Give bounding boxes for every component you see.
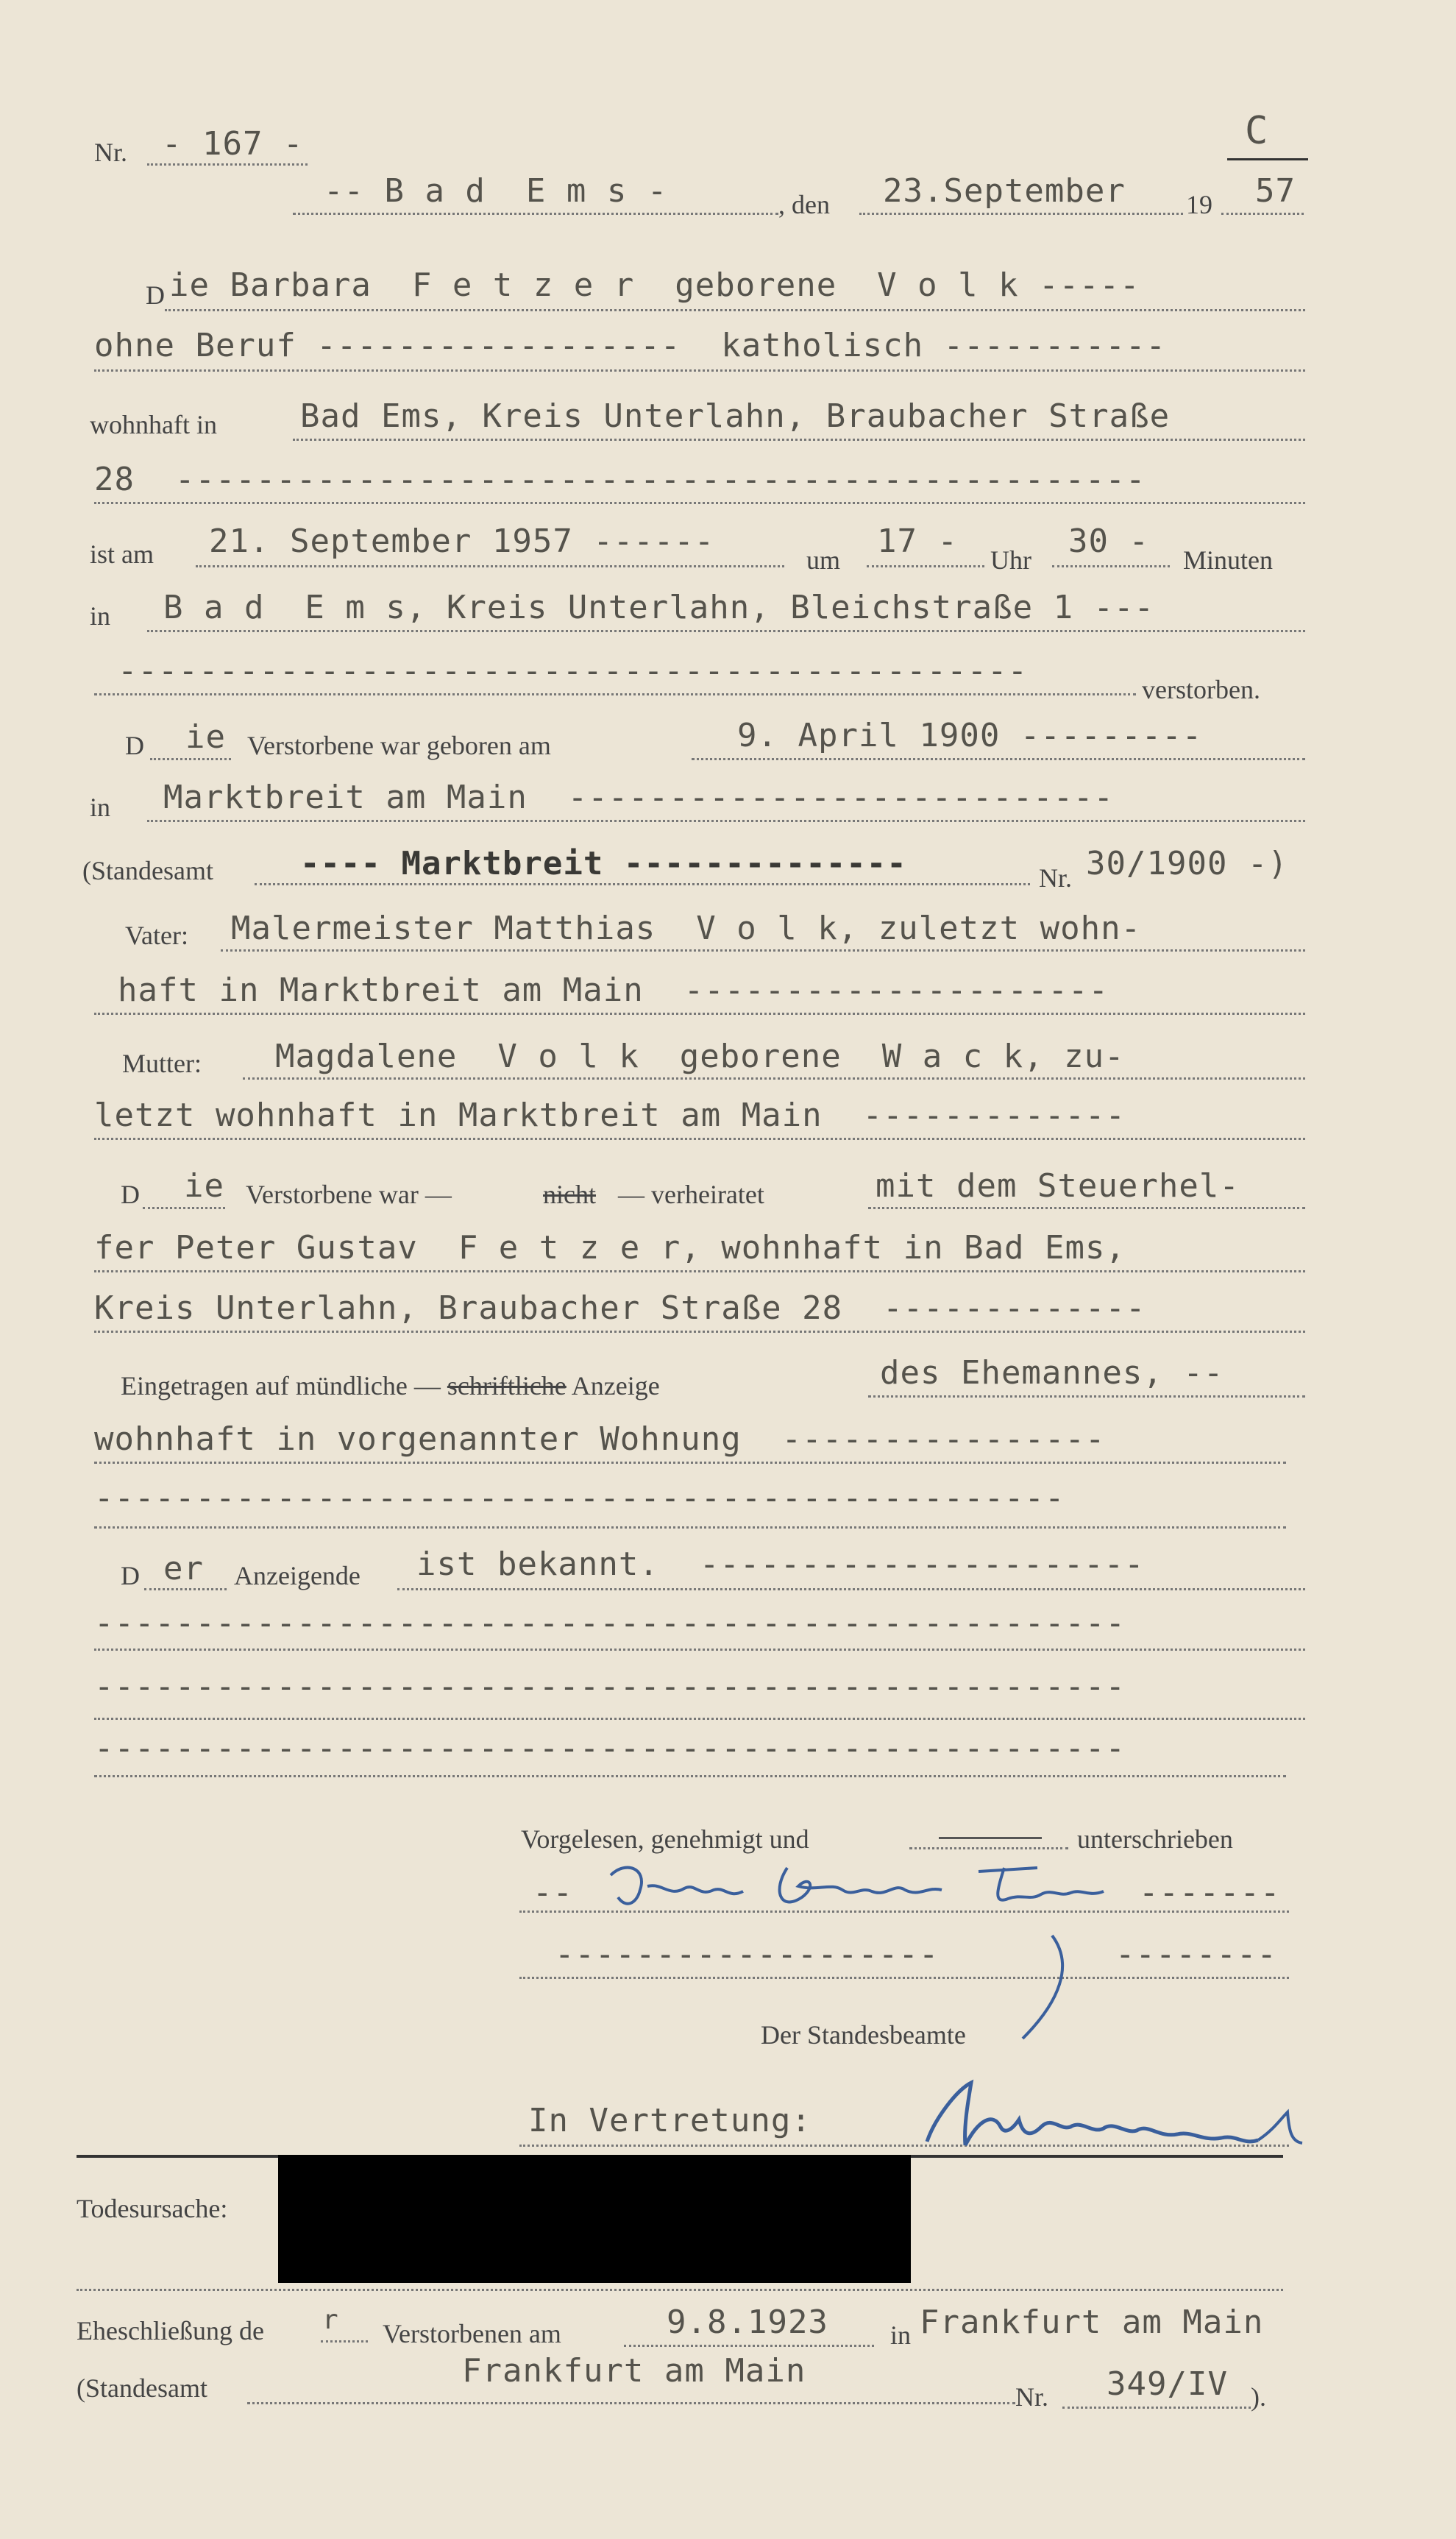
birth-label: Verstorbene war geboren am xyxy=(247,731,551,760)
spouse-line-2: fer Peter Gustav F e t z e r, wohnhaft in Bad Ems, xyxy=(94,1229,1126,1267)
standesamt-label: (Standesamt xyxy=(82,856,213,885)
death-place-1: B a d E m s, Kreis Unterlahn, Bleichstraße 1 --- xyxy=(163,589,1155,626)
dotted-line xyxy=(94,502,1305,504)
death-place-label: in xyxy=(90,601,111,631)
verstorben-label: verstorben. xyxy=(1142,675,1260,704)
dotted-line xyxy=(624,2345,874,2347)
dotted-line xyxy=(321,2340,368,2343)
marital-label-a: Verstorbene war — xyxy=(246,1180,452,1209)
struck-word-schriftliche: schriftliche xyxy=(447,1371,567,1400)
dotted-line xyxy=(1062,2407,1251,2409)
dotted-line xyxy=(144,1588,227,1590)
dotted-line xyxy=(94,1526,1286,1529)
dotted-line xyxy=(196,565,784,567)
redacted-cause-of-death xyxy=(278,2155,911,2283)
dotted-line xyxy=(94,1718,1305,1720)
wedding-record-number: 349/IV xyxy=(1107,2365,1228,2403)
mother-line-2: letzt wohnhaft in Marktbreit am Main ------------- xyxy=(94,1097,1126,1134)
d-prefix: D xyxy=(125,731,144,760)
dotted-line xyxy=(867,565,984,567)
registry-date: 23.September xyxy=(883,172,1126,210)
residence-line-1: Bad Ems, Kreis Unterlahn, Braubacher Straße xyxy=(300,397,1171,435)
d-prefix: D xyxy=(146,280,165,310)
dotted-line xyxy=(519,1977,1289,1979)
wedding-registry: Frankfurt am Main xyxy=(462,2352,806,2390)
signature-stroke xyxy=(1008,1928,1104,2046)
d-prefix: D xyxy=(121,1180,140,1209)
father-line-1: Malermeister Matthias V o l k, zuletzt wohn- xyxy=(231,910,1142,947)
dotted-line xyxy=(1052,565,1170,567)
wedding-in-label: in xyxy=(890,2320,912,2350)
birth-record-number: 30/1900 -) xyxy=(1086,845,1288,882)
residence-line-2: 28 ------------------------------------------------ xyxy=(94,461,1146,498)
dotted-line xyxy=(143,1207,225,1209)
dotted-line xyxy=(94,1013,1305,1015)
birth-date: 9. April 1900 --------- xyxy=(737,717,1203,754)
uhr-label: Uhr xyxy=(990,545,1031,575)
nr-label: Nr. xyxy=(94,138,127,167)
death-hour: 17 - xyxy=(877,523,958,560)
reporter-line-2: wohnhaft in vorgenannter Wohnung ---------------- xyxy=(94,1420,1106,1458)
dotted-line xyxy=(94,693,1136,695)
sig-dash: ------- xyxy=(1139,1874,1281,1911)
dotted-line xyxy=(147,630,1305,632)
gender-suffix: ie xyxy=(184,1167,224,1205)
reporter-label: Anzeigende xyxy=(234,1561,361,1590)
dotted-line xyxy=(150,758,231,760)
dotted-line xyxy=(94,1649,1305,1651)
filler-line: --------------------------------------------------- xyxy=(94,1729,1126,1767)
gender-suffix: er xyxy=(163,1550,204,1587)
reporter-signature xyxy=(596,1846,1111,1927)
form-letter: C xyxy=(1245,109,1269,153)
dotted-line xyxy=(94,1270,1305,1272)
wedding-standesamt-label: (Standesamt xyxy=(77,2373,207,2403)
read-approved-label: Vorgelesen, genehmigt und xyxy=(521,1824,809,1854)
dotted-line xyxy=(94,1462,1286,1464)
sig-dash: ------------------- xyxy=(555,1936,940,1973)
birth-nr-label: Nr. xyxy=(1039,863,1072,893)
dotted-line xyxy=(859,213,1183,215)
dotted-line xyxy=(293,213,778,215)
dotted-line xyxy=(94,1138,1305,1140)
d-prefix: D xyxy=(121,1561,140,1590)
spouse-line-3: Kreis Unterlahn, Braubacher Straße 28 ------------- xyxy=(94,1289,1146,1327)
den-label: , den xyxy=(778,190,830,219)
dotted-line xyxy=(868,1395,1305,1398)
reporter-line-1: des Ehemannes, -- xyxy=(880,1354,1224,1392)
struck-word-nicht: nicht xyxy=(543,1180,596,1209)
sig-dash: -- xyxy=(533,1874,573,1911)
birth-place-label: in xyxy=(90,793,111,822)
death-date: 21. September 1957 ------ xyxy=(209,523,715,560)
wedding-nr-label: Nr. xyxy=(1015,2382,1048,2412)
closing-paren: ). xyxy=(1251,2382,1266,2412)
filler-line: --------------------------------------------------- xyxy=(94,1604,1126,1642)
report-label-a: Eingetragen auf mündliche — xyxy=(121,1371,447,1400)
dotted-line xyxy=(94,1775,1286,1777)
um-label: um xyxy=(806,545,841,575)
mother-line-1: Magdalene V o l k geborene W a c k, zu- xyxy=(275,1038,1125,1075)
dotted-line xyxy=(243,1077,1305,1080)
year-prefix: 19 xyxy=(1186,190,1212,219)
wedding-label-a: Eheschließung de xyxy=(77,2316,264,2345)
sig-dash: -------- xyxy=(1115,1936,1277,1973)
struck-field xyxy=(939,1837,1042,1839)
spouse-line-1: mit dem Steuerhel- xyxy=(876,1167,1240,1205)
wedding-date: 9.8.1923 xyxy=(667,2303,828,2341)
birth-place: Marktbreit am Main --------------------------- xyxy=(163,779,1115,816)
occupation-religion: ohne Beruf ------------------ katholisch ----------- xyxy=(94,327,1166,364)
residence-label: wohnhaft in xyxy=(90,410,217,439)
gender-suffix: r xyxy=(322,2305,339,2335)
registrar-label: Der Standesbeamte xyxy=(761,2020,966,2050)
marital-label-b: — verheiratet xyxy=(618,1180,764,1209)
wedding-label-b: Verstorbenen am xyxy=(383,2319,561,2348)
signed-label: unterschrieben xyxy=(1077,1824,1233,1854)
cause-of-death-label: Todesursache: xyxy=(77,2194,228,2223)
dotted-line xyxy=(692,758,1305,760)
dotted-line xyxy=(77,2289,1283,2291)
birth-registry: ---- Marktbreit -------------- xyxy=(300,845,907,882)
gender-suffix: ie xyxy=(185,718,226,756)
dotted-line xyxy=(147,163,308,166)
reporter-line-3: ------------------------------------------------ xyxy=(94,1479,1065,1517)
death-minute: 30 - xyxy=(1068,523,1149,560)
death-place-2: --------------------------------------------- xyxy=(118,652,1029,690)
mother-label: Mutter: xyxy=(122,1049,202,1078)
dotted-line xyxy=(868,1207,1305,1209)
registrar-signature xyxy=(912,2061,1324,2164)
report-label-b: Anzeige xyxy=(566,1371,660,1400)
dotted-line xyxy=(94,369,1305,372)
in-representation: In Vertretung: xyxy=(528,2102,812,2139)
reporter-known: ist bekannt. ---------------------- xyxy=(416,1545,1145,1583)
form-letter-rule xyxy=(1227,158,1308,160)
dotted-line xyxy=(1221,213,1304,215)
dotted-line xyxy=(94,1331,1305,1333)
deceased-name: ie Barbara F e t z e r geborene V o l k ----- xyxy=(169,266,1140,304)
registry-place: -- B a d E m s - xyxy=(324,172,668,210)
dotted-line xyxy=(397,1588,1305,1590)
wedding-place: Frankfurt am Main xyxy=(920,2303,1264,2341)
filler-line: --------------------------------------------------- xyxy=(94,1668,1126,1705)
report-label xyxy=(121,1370,660,1401)
dotted-line xyxy=(255,883,1030,885)
dotted-line xyxy=(165,309,1305,311)
minuten-label: Minuten xyxy=(1183,545,1273,575)
register-number: - 167 - xyxy=(162,125,304,163)
death-date-label: ist am xyxy=(90,539,154,569)
father-label: Vater: xyxy=(125,921,188,950)
dotted-line xyxy=(247,2402,1015,2404)
year-suffix: 57 xyxy=(1255,172,1296,210)
father-line-2: haft in Marktbreit am Main --------------------- xyxy=(118,971,1109,1009)
dotted-line xyxy=(293,439,1305,441)
dotted-line xyxy=(221,949,1305,952)
dotted-line xyxy=(147,820,1305,822)
